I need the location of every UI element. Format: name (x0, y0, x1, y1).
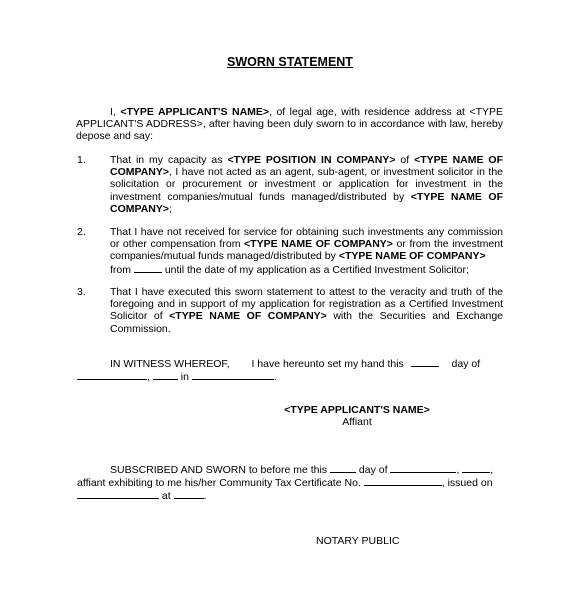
item-3-company-placeholder: <TYPE NAME OF COMPANY> (169, 310, 327, 323)
item-1-company-placeholder: <TYPE NAME OF COMPANY> (110, 154, 504, 179)
item-3-text-2: with the Securities and Exchange Commission. (110, 310, 503, 335)
item-2-text-1: That I have not received for service for obtaining such investments any commission or other compensation from (110, 226, 503, 251)
witness-in: in (180, 371, 189, 383)
item-2-text-3: from (110, 263, 134, 276)
place-blank[interactable] (192, 370, 274, 380)
subscribed-line-2 (77, 476, 493, 489)
notary-public-label: NOTARY PUBLIC (316, 535, 400, 547)
subscribed-period: . (203, 490, 207, 502)
witness-line-1 (110, 357, 503, 370)
item-1-number: 1. (77, 154, 86, 166)
item-2-number: 2. (77, 226, 86, 238)
from-date-blank[interactable] (134, 263, 162, 273)
item-3-text-1: That I have executed this sworn statement to attest to the veracity and truth of the foregoing and in support of my application for registration as a Certified Investment Solicitor of (110, 286, 503, 323)
item-2-text-4: until the date of my application as a Certified Investment Solicitor; (161, 263, 469, 276)
subscribed-month-blank[interactable] (390, 463, 456, 473)
subscribed-text-1: SUBSCRIBED AND SWORN to before me this (110, 464, 328, 476)
item-3-number: 3. (77, 286, 86, 298)
intro-paragraph (76, 106, 503, 143)
month-blank[interactable] (77, 370, 147, 380)
subscribed-text-3: affiant exhibiting to me his/her Community Tax Certificate No. (77, 477, 361, 489)
applicant-name-placeholder: <TYPE APPLICANT'S NAME> (120, 106, 270, 118)
issued-place-blank[interactable] (174, 489, 204, 499)
intro-text-1: I, (110, 106, 121, 118)
item-1-text-3: , I have not acted as an agent, sub-agent, or investment solicitor in the solicitation or procurement or investment or application for investment in the investment companies/mutual funds managed/distributed by (110, 166, 503, 203)
item-2-company-placeholder-2: <TYPE NAME OF COMPANY> (338, 250, 486, 263)
witness-text-2: I have hereunto set my hand this (251, 358, 404, 370)
intro-text-2: , of legal age, with residence address at <TYPE APPLICANT'S ADDRESS>, after having been duly sworn to in accordance with law, hereby depose and say: (76, 106, 503, 143)
subscribed-comma-2: , (490, 464, 494, 476)
item-3-text (110, 286, 503, 335)
subscribed-text-4: , issued on (441, 477, 493, 489)
affiant-label: Affiant (342, 416, 372, 428)
item-2-text-2: or from the investment companies/mutual funds managed/distributed by (110, 238, 504, 263)
witness-comma: , (147, 371, 150, 383)
item-1-text-2: of (395, 154, 415, 166)
witness-text-3: day of (451, 358, 481, 370)
item-2-text (110, 226, 503, 276)
day-blank[interactable] (411, 357, 439, 367)
subscribed-text-2: day of (358, 464, 388, 476)
issued-date-blank[interactable] (77, 489, 159, 499)
item-1-text (110, 154, 503, 215)
subscribed-comma: , (456, 464, 460, 476)
subscribed-line-1 (110, 463, 493, 476)
subscribed-day-blank[interactable] (330, 463, 356, 473)
item-1-company-placeholder-2: <TYPE NAME OF COMPANY> (110, 190, 504, 215)
subscribed-at: at (161, 490, 171, 502)
item-1-text-4: ; (169, 202, 172, 215)
item-2-company-placeholder: <TYPE NAME OF COMPANY> (244, 238, 393, 251)
ctc-number-blank[interactable] (364, 476, 442, 486)
item-1-position-placeholder: <TYPE POSITION IN COMPANY> (227, 154, 396, 166)
document-title: SWORN STATEMENT (227, 55, 353, 69)
subscribed-year-blank[interactable] (462, 463, 490, 473)
affiant-name-placeholder: <TYPE APPLICANT'S NAME> (284, 404, 430, 416)
witness-text-1: IN WITNESS WHEREOF, (110, 358, 230, 370)
witness-period: . (273, 371, 277, 383)
year-blank[interactable] (153, 370, 178, 380)
item-1-text-1: That in my capacity as (110, 154, 228, 166)
subscribed-line-3 (77, 489, 207, 502)
witness-line-2 (77, 370, 277, 383)
